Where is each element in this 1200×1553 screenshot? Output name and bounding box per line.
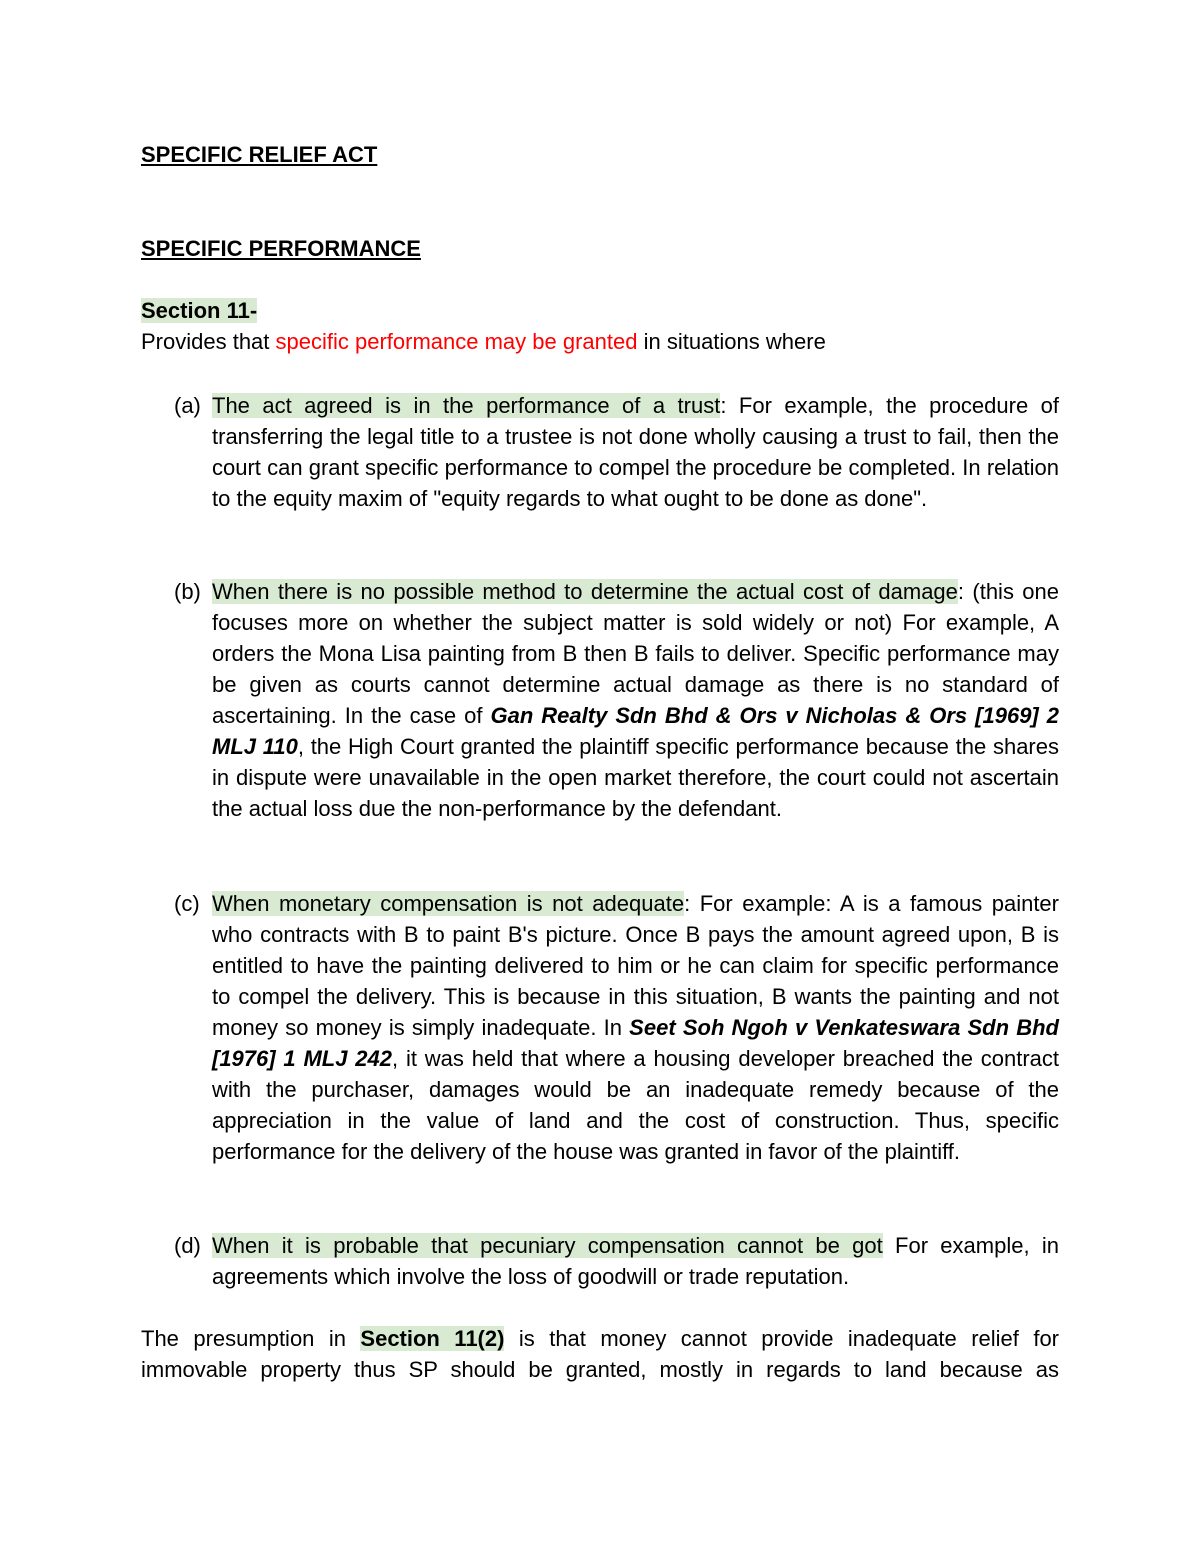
intro-emphasis: specific performance may be granted — [275, 329, 638, 354]
section-heading — [141, 298, 257, 324]
document-title: SPECIFIC RELIEF ACT — [141, 142, 378, 167]
list-item-c-text-2: , it was held that where a housing developer breached the contract with the purchaser, damages would be an inadequate remedy because of the appreciation in the value of land and the cost of construction. Thus, specific performance for the delivery of the house was granted in favor of the plaintiff. — [212, 1046, 1060, 1164]
intro-text-before: Provides that — [141, 329, 276, 354]
list-item-c-body — [212, 888, 1059, 1167]
list-item-c-text-1: : For example: A is a famous painter who contracts with B to paint B's picture. Once B pays the amount agreed upon, B is entitled to have the painting delivered to him or he can claim for specific performance to compel the delivery. This is because in this situation, B wants the painting and not money so money is simply inadequate. In — [212, 891, 1059, 1040]
list-item-b — [141, 576, 1059, 824]
list-item-a-body — [212, 390, 1059, 514]
list-item-a-highlight: The act agreed is in the performance of a trust — [212, 393, 721, 418]
list-item-d-body — [212, 1230, 1059, 1292]
list-marker-b: (b) — [174, 579, 201, 604]
list-item-a — [141, 390, 1059, 514]
intro-text-after: in situations where — [637, 329, 826, 354]
intro-paragraph — [141, 329, 826, 355]
list-item-d — [141, 1230, 1059, 1292]
list-marker-c: (c) — [174, 891, 200, 916]
section-heading-highlight: Section 11- — [141, 298, 258, 323]
closing-text-after: is that money cannot provide inadequate relief for immovable property thus SP should be granted, mostly in regards to land because as — [141, 1326, 1060, 1382]
case-citation-gan-realty: Gan Realty Sdn Bhd & Ors v Nicholas & Ors [1969] 2 MLJ 110 — [212, 703, 1059, 759]
list-item-c — [141, 888, 1059, 1167]
list-item-b-text-2: , the High Court granted the plaintiff specific performance because the shares in dispute were unavailable in the open market therefore, the court could not ascertain the actual loss due the non-performance by the defendant. — [212, 734, 1059, 821]
case-citation-seet-soh-ngoh: Seet Soh Ngoh v Venkateswara Sdn Bhd [1976] 1 MLJ 242 — [212, 1015, 1059, 1071]
list-marker-a: (a) — [174, 393, 201, 418]
list-item-b-text-1: : (this one focuses more on whether the subject matter is sold widely or not) For example, A orders the Mona Lisa painting from B then B fails to deliver. Specific performance may be given as courts cannot determine actual damage as there is no standard of ascertaining. In the case of — [212, 579, 1059, 728]
list-item-b-body — [212, 576, 1059, 824]
list-item-c-highlight: When monetary compensation is not adequate — [212, 891, 685, 916]
closing-text-before: The presumption in — [141, 1326, 361, 1351]
list-item-d-text: For example, in agreements which involve the loss of goodwill or trade reputation. — [212, 1233, 1059, 1289]
list-item-a-text: : For example, the procedure of transferring the legal title to a trustee is not done wholly causing a trust to fail, then the court can grant specific performance to compel the procedure be completed. In relation to the equity maxim of "equity regards to what ought to be done as done". — [212, 393, 1059, 511]
list-item-d-highlight: When it is probable that pecuniary compensation cannot be got — [212, 1233, 883, 1258]
list-marker-d: (d) — [174, 1233, 201, 1258]
list-item-b-highlight: When there is no possible method to determine the actual cost of damage — [212, 579, 958, 604]
closing-paragraph — [141, 1323, 1059, 1385]
closing-section-highlight: Section 11(2) — [360, 1326, 505, 1351]
document-subtitle: SPECIFIC PERFORMANCE — [141, 236, 421, 261]
